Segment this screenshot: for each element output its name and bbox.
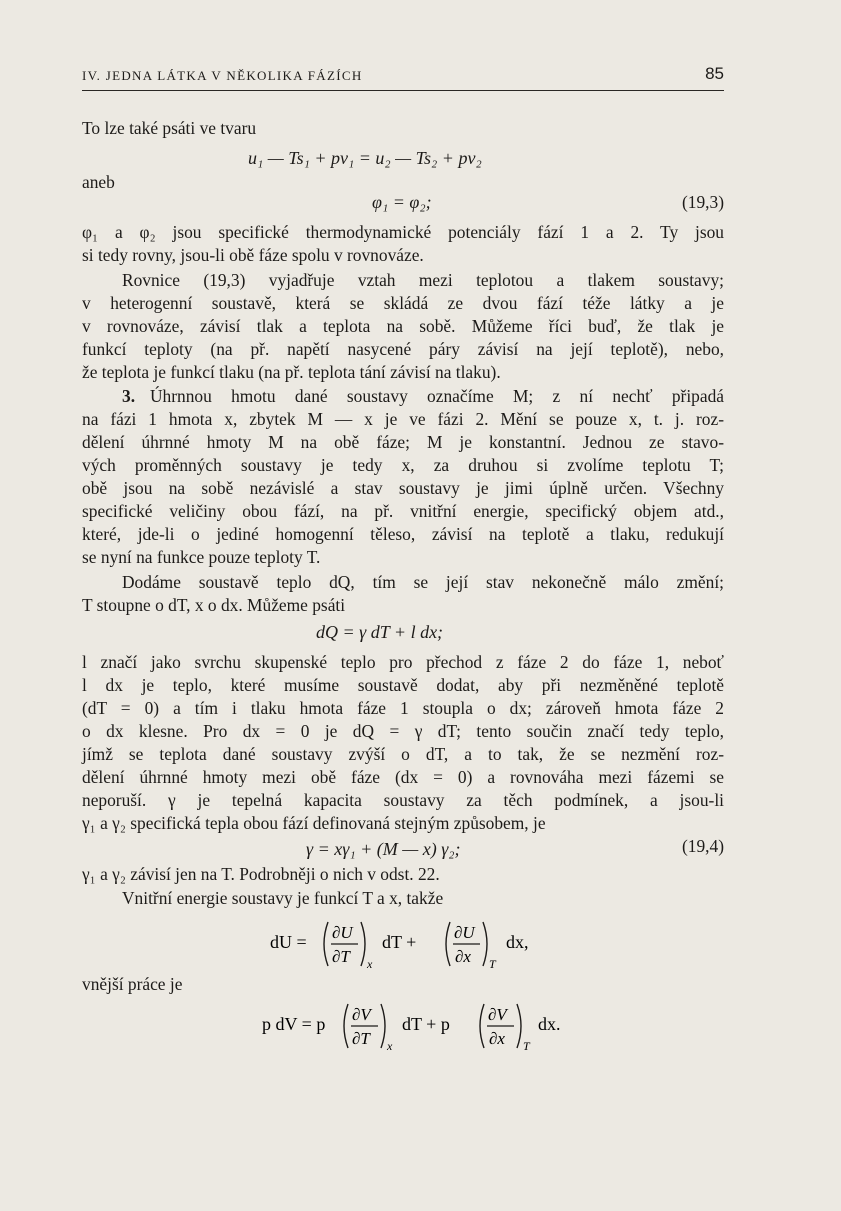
eq-text: p dV = p [262,1014,326,1034]
equation-pdV [262,996,582,1054]
eq-text: dT + p [402,1014,450,1034]
paren-left [344,1004,348,1048]
equation-19-3: φ₁ = φ₂; [372,192,432,212]
paragraph-line: γ₁ a γ₂ specifická tepla obou fází definovaná stejným způsobem, je [82,813,546,833]
section-number: 3. [122,386,136,406]
eq-text: dx. [538,1014,561,1034]
paragraph-line: Úhrnnou hmotu dané soustavy označíme M; z ní nechť připadá [150,386,724,406]
paren-left [446,922,450,966]
paragraph-line: vých proměnných soustavy je tedy x, za druhou si zvolíme teplotu T; [82,455,724,475]
paragraph-line: (dT = 0) a tím i tlaku hmota fáze 1 stoupla o dx; zároveň hmota fáze 2 [82,698,724,718]
paragraph-line: specifické veličiny obou fází, na př. vnitřní energie, specifický objem atd., [82,501,724,521]
paren-right [361,922,365,966]
paragraph-line: o dx klesne. Pro dx = 0 je dQ = γ dT; tento součin značí tedy teplo, [82,721,724,741]
subscript: x [367,957,373,971]
paren-right [517,1004,521,1048]
equation-dQ: dQ = γ dT + l dx; [316,622,444,642]
frac-num: ∂U [454,923,475,942]
paragraph-line: Rovnice (19,3) vyjadřuje vztah mezi teplotou a tlakem soustavy; [122,270,724,290]
paren-left [480,1004,484,1048]
paragraph-line: jímž se teplota dané soustavy zvýší o dT, a to tak, že se nezmění roz- [82,744,724,764]
equation-dU [270,916,570,972]
equation-19-4: γ = xγ₁ + (M — x) γ₂; [306,839,461,859]
aneb-word: aneb [82,172,115,192]
paragraph-line: l značí jako svrchu skupenské teplo pro přechod z fáze 2 do fáze 1, neboť [82,652,724,672]
paragraph-line: se nyní na funkce pouze teploty T. [82,547,321,567]
page-header [82,64,724,91]
paragraph-line: dělení úhrnné hmoty M na obě fáze; M je konstantní. Jednou ze stavo- [82,432,724,452]
subscript: T [523,1039,530,1053]
paragraph-line: Vnitřní energie soustavy je funkcí T a x, takže [122,888,444,908]
paragraph-line: v rovnováze, závisí tlak a teplota na sobě. Můžeme říci buď, že tlak je [82,316,724,336]
frac-den: ∂x [455,947,471,966]
paragraph-line: Dodáme soustavě teplo dQ, tím se její stav nekonečně málo změní; [122,572,724,592]
running-title: IV. JEDNA LÁTKA V NĚKOLIKA FÁZÍCH [82,68,363,83]
frac-den: ∂x [489,1029,505,1048]
frac-num: ∂V [488,1005,507,1024]
equation-potential-balance: u₁ — Ts₁ + pv₁ = u₂ — Ts₂ + pv₂ [248,148,482,168]
paren-right [381,1004,385,1048]
paragraph-line: na fázi 1 hmota x, zbytek M — x je ve fázi 2. Mění se pouze x, t. j. roz- [82,409,724,429]
eq-text: dT + [382,932,417,952]
paragraph-line: φ₁ a φ₂ jsou specifické thermodynamické potenciály fází 1 a 2. Ty jsou [82,222,724,242]
paragraph-line: v heterogenní soustavě, která se skládá ze dvou fází téže látky a je [82,293,724,313]
equation-number-19-3: (19,3) [681,192,724,212]
paragraph-line: γ₁ a γ₂ závisí jen na T. Podrobněji o nich v odst. 22. [82,864,440,884]
paragraph-line: dělení úhrnné hmoty mezi obě fáze (dx = 0) a rovnováha mezi fázemi se [82,767,724,787]
intro-line: To lze také psáti ve tvaru [82,118,257,138]
page-number: 85 [705,64,724,83]
paragraph-line: obě jsou na sobě nezávislé a stav soustavy je jimi úplně určen. Všechny [82,478,724,498]
paragraph-line: si tedy rovny, jsou-li obě fáze spolu v rovnováze. [82,245,424,265]
paragraph-line: že teplota je funkcí tlaku (na př. teplota tání závisí na tlaku). [82,362,501,382]
frac-den: ∂T [332,947,350,966]
subscript: T [489,957,496,971]
frac-num: ∂V [352,1005,371,1024]
eq-text: dx, [506,932,529,952]
paragraph-line: které, jde-li o jediné homogenní těleso, závisí na teplotě a tlaku, redukují [82,524,724,544]
paragraph-line: funkcí teploty (na př. napětí nasycené páry závisí na její teplotě), nebo, [82,339,724,359]
frac-den: ∂T [352,1029,370,1048]
paragraph-line: neporuší. γ je tepelná kapacita soustavy za těch podmínek, a jsou-li [82,790,724,810]
eq-text: dU = [270,932,307,952]
frac-num: ∂U [332,923,353,942]
paren-right [483,922,487,966]
paragraph-line: T stoupne o dT, x o dx. Můžeme psáti [82,595,346,615]
paragraph-line: vnější práce je [82,974,183,994]
paragraph-line: l dx je teplo, které musíme soustavě dodat, aby při nezměněné teplotě [82,675,724,695]
paren-left [324,922,328,966]
subscript: x [387,1039,393,1053]
equation-number-19-4: (19,4) [681,836,724,856]
